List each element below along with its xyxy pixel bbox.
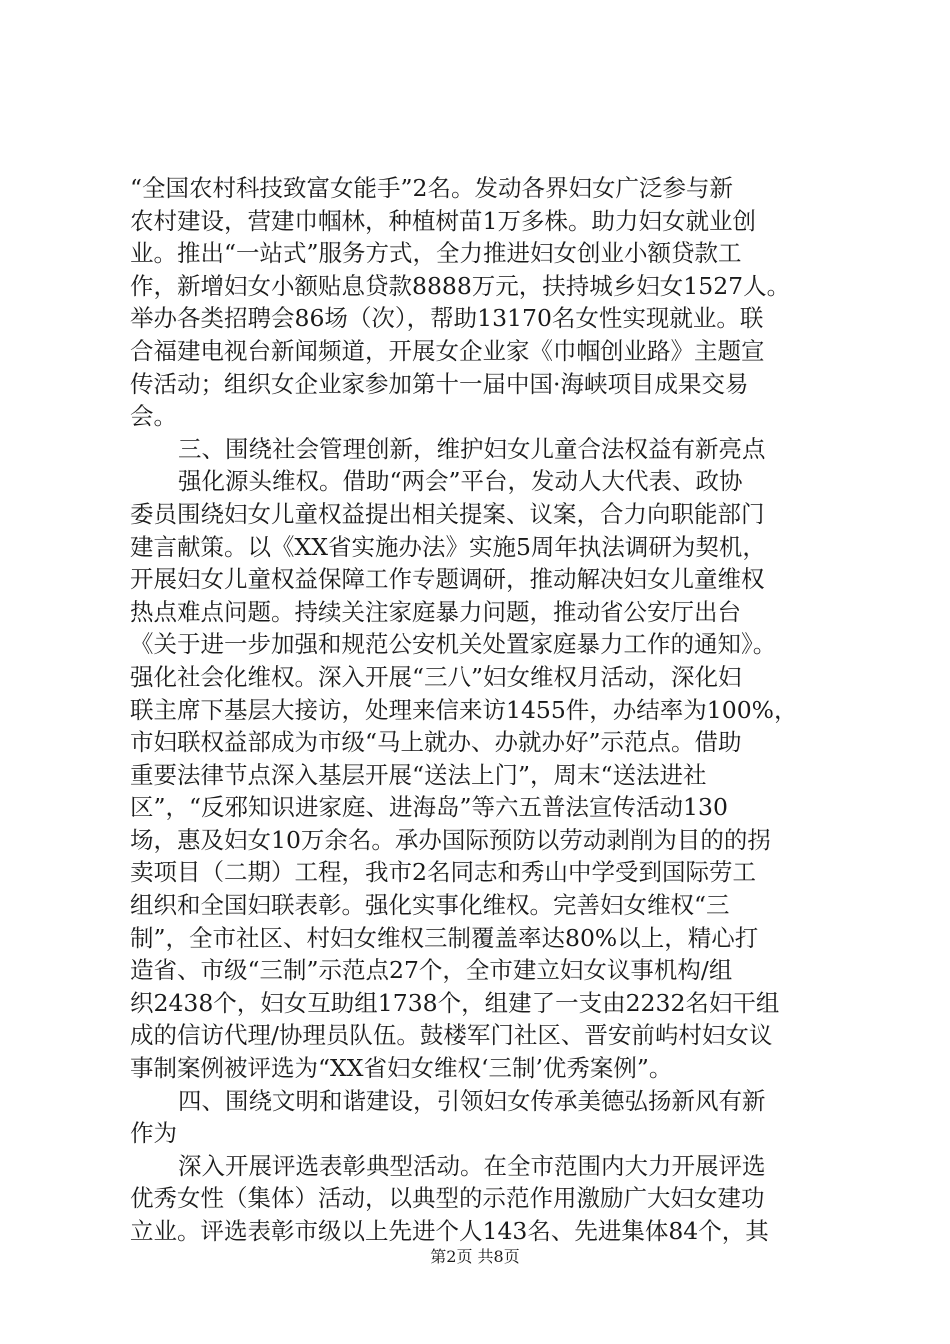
text-line: 传活动；组织女企业家参加第十一届中国·海峡项目成果交易 [130,369,749,398]
text-line: 建言献策。以《XX省实施办法》实施5周年执法调研为契机， [130,532,766,561]
text-line: 会。 [130,402,177,431]
paragraph-start: 深入开展评选表彰典型活动。在全市范围内大力开展评选 [178,1151,766,1180]
text-line: 优秀女性（集体）活动，以典型的示范作用激励广大妇女建功 [130,1184,765,1213]
page-number-footer: 第2页 共8页 [430,1247,520,1266]
text-line: 场，惠及妇女10万余名。承办国际预防以劳动剥削为目的的拐 [130,825,771,854]
text-line: 成的信访代理/协理员队伍。鼓楼军门社区、晋安前屿村妇女议 [130,1021,773,1050]
text-line: 委员围绕妇女儿童权益提出相关提案、议案，合力向职能部门 [130,499,765,528]
text-line: 制”，全市社区、村妇女维权三制覆盖率达80%以上，精心打 [130,923,759,952]
text-line: 《关于进一步加强和规范公安机关处置家庭暴力工作的通知》。 [130,630,777,659]
text-line: 卖项目（二期）工程，我市2名同志和秀山中学受到国际劳工 [130,858,756,887]
text-line: 农村建设，营建巾帼林，种植树苗1万多株。助力妇女就业创 [130,206,756,235]
text-line: 合福建电视台新闻频道，开展女企业家《巾帼创业路》主题宣 [130,336,765,365]
text-line: “全国农村科技致富女能手”2名。发动各界妇女广泛参与新 [130,174,733,202]
text-line: 重要法律节点深入基层开展“送法上门”，周末“送法进社 [130,760,707,789]
paragraph-start: 强化源头维权。借助“两会”平台，发动人大代表、政协 [178,467,743,496]
text-line: 事制案例被评选为“XX省妇女维权‘三制’优秀案例”。 [130,1054,673,1083]
text-line: 区”，“反邪知识进家庭、进海岛”等六五普法宣传活动130 [130,793,728,822]
document-body [130,172,826,1248]
text-line: 组织和全国妇联表彰。强化实事化维权。完善妇女维权“三 [130,891,730,920]
section-heading: 四、围绕文明和谐建设，引领妇女传承美德弘扬新风有新 [178,1086,766,1115]
text-line: 业。推出“一站式”服务方式，全力推进妇女创业小额贷款工 [130,239,742,268]
text-line: 热点难点问题。持续关注家庭暴力问题，推动省公安厅出台 [130,597,741,626]
text-line: 举办各类招聘会86场（次），帮助13170名女性实现就业。联 [130,304,764,333]
text-line: 开展妇女儿童权益保障工作专题调研，推动解决妇女儿童维权 [130,565,765,594]
text-line: 立业。评选表彰市级以上先进个人143名、先进集体84个，其 [130,1217,769,1245]
text-line: 强化社会化维权。深入开展“三八”妇女维权月活动，深化妇 [130,662,742,691]
text-line: 联主席下基层大接访，处理来信来访1455件，办结率为100%， [130,695,798,724]
text-line: 织2438个，妇女互助组1738个，组建了一支由2232名妇干组 [130,988,780,1017]
text-line: 造省、市级“三制”示范点27个，全市建立妇女议事机构/组 [130,956,733,985]
section-heading-continuation: 作为 [130,1119,177,1148]
text-line: 市妇联权益部成为市级“马上就办、办就办好”示范点。借助 [130,728,742,757]
text-line: 作，新增妇女小额贴息贷款8888万元，扶持城乡妇女1527人。 [130,271,791,300]
section-heading: 三、围绕社会管理创新，维护妇女儿童合法权益有新亮点 [178,434,766,463]
